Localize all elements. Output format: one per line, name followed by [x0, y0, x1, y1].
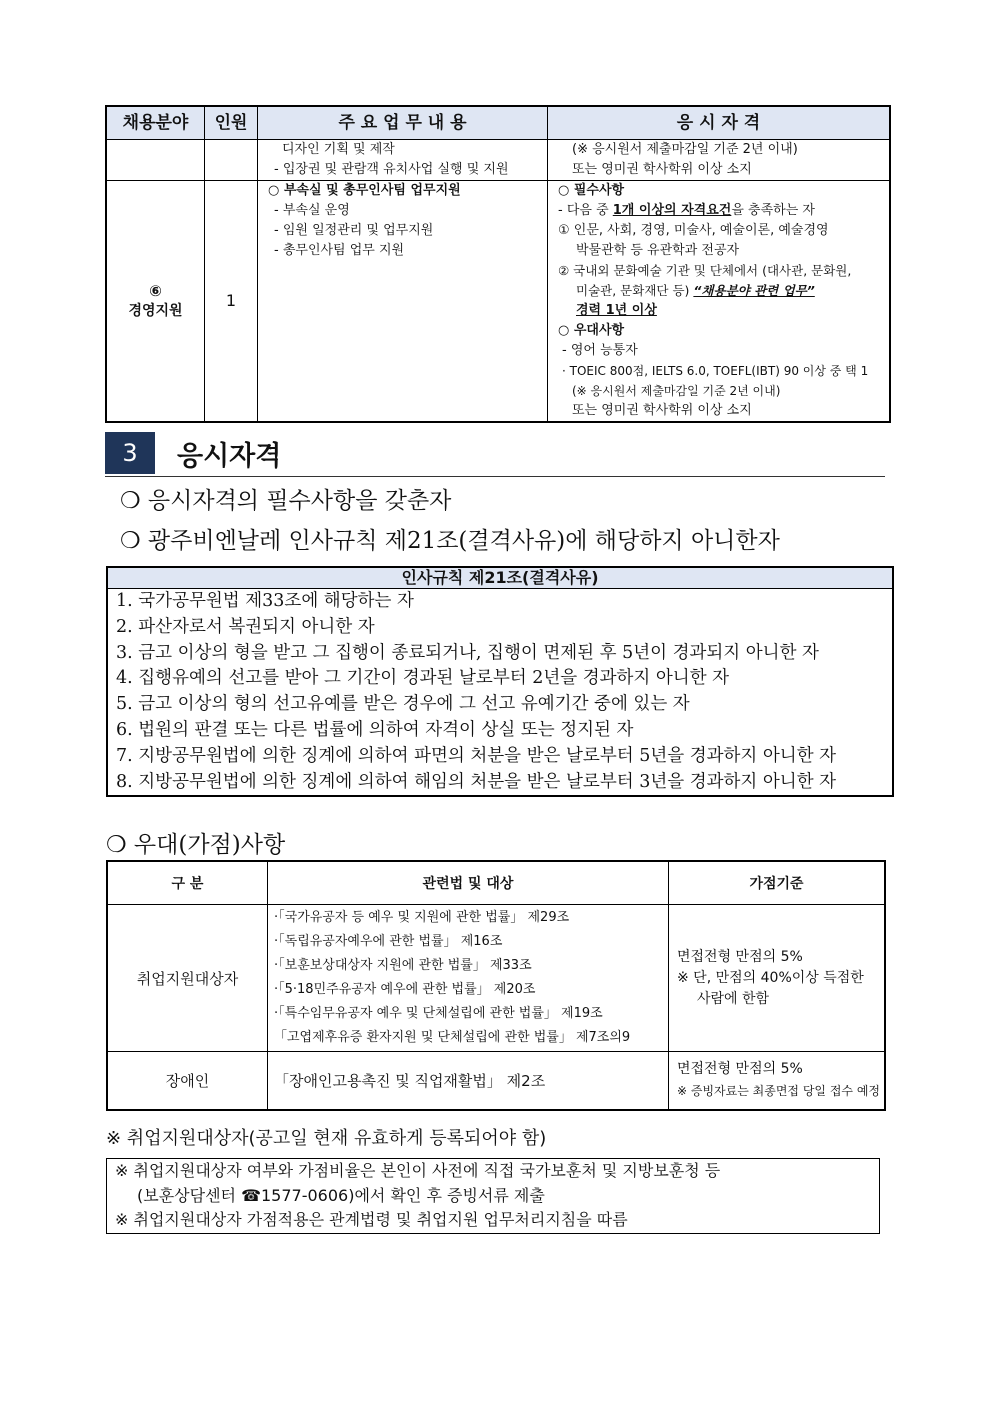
- criteria-cell: [669, 905, 886, 1052]
- preference-table: [106, 860, 886, 1111]
- laws-cell: [268, 905, 669, 1052]
- preferred-line: · TOEIC 800점, IELTS 6.0, TOEFL(IBT) 90 이상 중 택 1: [562, 364, 869, 378]
- required-line: 경력 1년 이상: [576, 303, 657, 318]
- col-header-qualifications: 응 시 자 격: [548, 106, 891, 140]
- registration-note: ※ 취업지원대상자(공고일 현재 유효하게 등록되어야 함): [106, 1128, 547, 1149]
- law-line: 「고엽제후유증 환자지원 및 단체설립에 관한 법률」 제7조의9: [274, 1030, 631, 1045]
- qual-line: 또는 영미권 학사학위 이상 소지: [572, 162, 752, 177]
- notice-line: (보훈상담센터 ☎1577-0606)에서 확인 후 증빙서류 제출: [137, 1185, 545, 1205]
- qual-line: (※ 응시원서 제출마감일 기준 2년 이내): [572, 142, 798, 157]
- bullet-line: ❍ 광주비엔날레 인사규칙 제21조(결격사유)에 해당하지 아니한자: [120, 528, 780, 554]
- preferred-line: 또는 영미권 학사학위 이상 소지: [572, 403, 752, 418]
- table-row: [106, 140, 890, 181]
- duty-line: - 부속실 운영: [274, 203, 350, 218]
- list-item: 6. 법원의 판결 또는 다른 법률에 의하여 자격이 상실 또는 정지된 자: [116, 719, 634, 740]
- duties-heading: ○ 부속실 및 총무인사팀 업무지원: [268, 183, 461, 198]
- category-cell: 취업지원대상자: [107, 905, 268, 1052]
- criteria-line: ※ 증빙자료는 최종면접 당일 접수 예정: [677, 1084, 881, 1099]
- count-cell: [205, 140, 258, 181]
- section-title: 응시자격: [177, 441, 282, 472]
- required-line: ① 인문, 사회, 경영, 미술사, 예술이론, 예술경영: [558, 223, 829, 238]
- required-line: [548, 281, 889, 301]
- list-item: 5. 금고 이상의 형의 선고유예를 받은 경우에 그 선고 유예기간 중에 있는 자: [116, 694, 690, 715]
- criteria-line: 사람에 한함: [697, 990, 770, 1007]
- required-heading: ○ 필수사항: [558, 183, 625, 198]
- field-cell: [106, 140, 205, 181]
- emphasis: 1개 이상의 자격요건: [612, 203, 732, 218]
- duties-cell: [258, 140, 548, 181]
- law-line: ·「보훈보상대상자 지원에 관한 법률」 제33조: [274, 958, 532, 973]
- text: - 다음 중: [558, 203, 613, 218]
- preferred-line: - 영어 능통자: [562, 343, 638, 358]
- notice-line: ※ 취업지원대상자 가점적용은 관계법령 및 취업지원 업무처리지침을 따름: [115, 1210, 628, 1229]
- count-cell: 1: [205, 181, 258, 423]
- criteria-cell: [669, 1052, 886, 1110]
- disqualification-header: 인사규칙 제21조(결격사유): [108, 568, 892, 589]
- section-header: [105, 432, 885, 477]
- col-header-criteria: 가점기준: [669, 861, 886, 905]
- duty-line: - 입장권 및 관람객 유치사업 실행 및 지원: [274, 162, 509, 177]
- text: 을 충족하는 자: [731, 203, 815, 218]
- list-item: 7. 지방공무원법에 의한 징계에 의하여 파면의 처분을 받은 날로부터 5년을 경과하지 아니한 자: [116, 745, 837, 766]
- preferred-line: (※ 응시원서 제출마감일 기준 2년 이내): [572, 384, 781, 398]
- table-header-row: [107, 861, 885, 905]
- criteria-line: 면접전형 만점의 5%: [677, 948, 803, 965]
- criteria-line: 면접전형 만점의 5%: [677, 1061, 803, 1078]
- law-line: ·「국가유공자 등 예우 및 지원에 관한 법률」 제29조: [274, 910, 570, 925]
- preference-title: ❍ 우대(가점)사항: [106, 832, 286, 858]
- list-item: 4. 집행유예의 선고를 받아 그 기간이 경과된 날로부터 2년을 경과하지 아니한 자: [116, 668, 730, 689]
- duty-line: - 임원 일정관리 및 업무지원: [274, 223, 434, 238]
- list-item: 3. 금고 이상의 형을 받고 그 집행이 종료되거나, 집행이 면제된 후 5년이 경과되지 아니한 자: [116, 642, 819, 663]
- field-number: ⑥: [149, 282, 162, 300]
- col-header-laws: 관련법 및 대상: [268, 861, 669, 905]
- required-line: [548, 201, 889, 221]
- col-header-field: 채용분야: [106, 106, 205, 140]
- preferred-heading: ○ 우대사항: [558, 323, 625, 338]
- col-header-count: 인원: [205, 106, 258, 140]
- duty-line: 디자인 기획 및 제작: [282, 142, 395, 157]
- category-cell: 장애인: [107, 1052, 268, 1110]
- table-row: [107, 1052, 885, 1110]
- duty-line: - 총무인사팀 업무 지원: [274, 243, 405, 258]
- law-line: ·「5·18민주유공자 예우에 관한 법률」 제20조: [274, 982, 536, 997]
- text: 미술관, 문화재단 등): [576, 283, 694, 298]
- list-item: 2. 파산자로서 복권되지 아니한 자: [116, 616, 375, 637]
- table-header-row: [106, 106, 890, 140]
- disqualification-box: [106, 566, 894, 797]
- list-item: 1. 국가공무원법 제33조에 해당하는 자: [116, 591, 414, 611]
- law-line: ·「독립유공자예우에 관한 법률」 제16조: [274, 934, 503, 949]
- col-header-duties: 주 요 업 무 내 용: [258, 106, 548, 140]
- notice-line: ※ 취업지원대상자 여부와 가점비율은 본인이 사전에 직접 국가보훈처 및 지방보훈청 등: [115, 1161, 721, 1180]
- col-header-category: 구 분: [107, 861, 268, 905]
- duties-cell: [258, 181, 548, 423]
- criteria-line: ※ 단, 만점의 40%이상 득점한: [677, 969, 864, 986]
- laws-cell: 「장애인고용촉진 및 직업재활법」 제2조: [268, 1052, 669, 1110]
- list-item: 8. 지방공무원법에 의한 징계에 의하여 해임의 처분을 받은 날로부터 3년을 경과하지 아니한 자: [116, 771, 837, 792]
- section-number: 3: [105, 432, 155, 474]
- qual-cell: [548, 181, 891, 423]
- qual-cell: [548, 140, 891, 181]
- law-line: ·「특수임무유공자 예우 및 단체설립에 관한 법률」 제19조: [274, 1006, 603, 1021]
- required-line: ② 국내외 문화예술 기관 및 단체에서 (대사관, 문화원,: [558, 263, 852, 278]
- required-line: 박물관학 등 유관학과 전공자: [576, 243, 740, 258]
- bullet-line: ❍ 응시자격의 필수사항을 갖춘자: [120, 488, 452, 514]
- emphasis: “채용분야 관련 업무”: [693, 283, 815, 298]
- table-row: [107, 905, 885, 1052]
- field-name: 경영지원: [128, 303, 183, 319]
- notice-box: [106, 1158, 880, 1234]
- field-cell: [106, 181, 205, 423]
- table-row: [106, 181, 890, 423]
- recruitment-table: [105, 105, 891, 423]
